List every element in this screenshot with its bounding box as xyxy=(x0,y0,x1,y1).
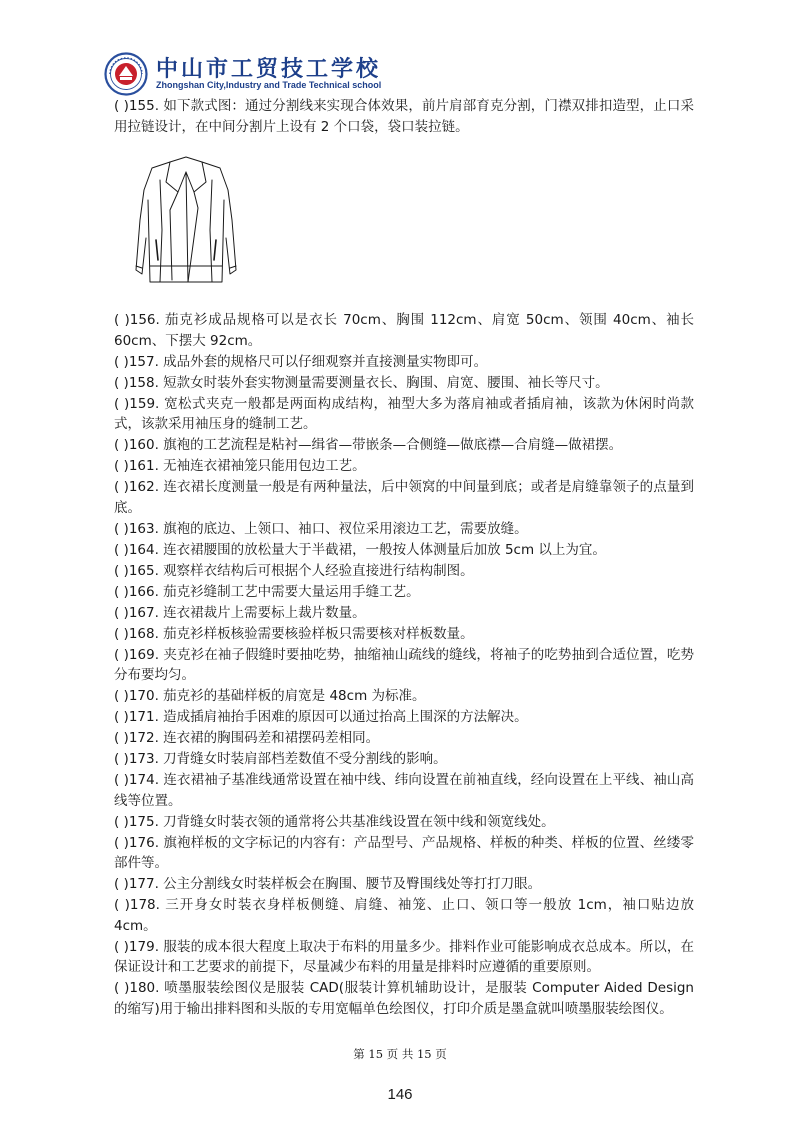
question-164: ( )164. 连衣裙腰围的放松量大于半截裙，一般按人体测量后加放 5cm 以上为宜。 xyxy=(114,541,606,558)
school-name-cn: 中山市工贸技工学校 xyxy=(156,56,382,82)
question-166: ( )166. 茄克衫缝制工艺中需要大量运用手缝工艺。 xyxy=(114,583,420,600)
question-159: ( )159. 宽松式夹克一般都是两面构成结构，袖型大多为落肩袖或者插肩袖，该款为休闲时尚款式，该款采用袖压身的缝制工艺。 xyxy=(114,395,694,432)
question-156: ( )156. 茄克衫成品规格可以是衣长 70cm、胸围 112cm、肩宽 50cm、领围 40cm、袖长 60cm、下摆大 92cm。 xyxy=(114,312,694,349)
question-160: ( )160. 旗袍的工艺流程是粘衬—缉省—带嵌条—合侧缝—做底襟—合肩缝—做裙摆。 xyxy=(114,437,623,453)
question-175: ( )175. 刀背缝女时装衣领的通常将公共基准线设置在领中线和领宽线处。 xyxy=(114,813,555,830)
question-list xyxy=(114,96,694,1020)
question-173: ( )173. 刀背缝女时装肩部档差数值不受分割线的影响。 xyxy=(114,751,447,767)
question-171: ( )171. 造成插肩袖抬手困难的原因可以通过抬高上围深的方法解决。 xyxy=(114,709,528,725)
question-169: ( )169. 夹克衫在袖子假缝时要抽吃势，抽缩袖山疏线的缝线，将袖子的吃势抽到合适位置，吃势分布要均匀。 xyxy=(114,646,694,683)
question-174: ( )174. 连衣裙袖子基准线通常设置在袖中线、纬向设置在前袖直线，经向设置在上平线、袖山高线等位置。 xyxy=(114,772,694,809)
question-179: ( )179. 服装的成本很大程度上取决于布料的用量多少。排料作业可能影响成衣总成本。所以，在保证设计和工艺要求的前提下，尽量减少布料的用量是排料时应遵循的重要原则。 xyxy=(114,938,694,975)
jacket-illustration xyxy=(126,150,246,290)
school-name-en: Zhongshan City,Industry and Trade Technical school xyxy=(156,80,382,90)
question-168: ( )168. 茄克衫样板核验需要核验样板只需要核对样板数量。 xyxy=(114,625,474,642)
question-177: ( )177. 公主分割线女时装样板会在胸围、腰节及臀围线处等打打刀眼。 xyxy=(114,876,542,892)
question-158: ( )158. 短款女时装外套实物测量需要测量衣长、胸围、肩宽、腰围、袖长等尺寸。 xyxy=(114,374,609,391)
question-172: ( )172. 连衣裙的胸围码差和裙摆码差相同。 xyxy=(114,730,380,746)
school-logo-icon xyxy=(104,52,148,96)
question-162: ( )162. 连衣裙长度测量一般是有两种量法，后中领窝的中间量到底；或者是肩缝靠领子的点量到底。 xyxy=(114,479,694,516)
page-number: 146 xyxy=(387,1086,413,1103)
question-170: ( )170. 茄克衫的基础样板的肩宽是 48cm 为标准。 xyxy=(114,688,426,704)
question-165: ( )165. 观察样衣结构后可根据个人经验直接进行结构制图。 xyxy=(114,562,474,579)
question-178: ( )178. 三开身女时装衣身样板侧缝、肩缝、袖笼、止口、领口等一般放 1cm，袖口贴边放 4cm。 xyxy=(114,897,694,934)
school-header xyxy=(104,50,504,100)
question-176: ( )176. 旗袍样板的文字标记的内容有：产品型号、产品规格、样板的种类、样板的位置、丝缕零部件等。 xyxy=(114,834,694,871)
page-info: 第 15 页 共 15 页 xyxy=(353,1047,447,1061)
question-163: ( )163. 旗袍的底边、上领口、袖口、衩位采用滚边工艺，需要放缝。 xyxy=(114,520,528,537)
question-161: ( )161. 无袖连衣裙袖笼只能用包边工艺。 xyxy=(114,458,366,474)
question-167: ( )167. 连衣裙裁片上需要标上裁片数量。 xyxy=(114,604,366,621)
question-155: ( )155. 如下款式图：通过分割线来实现合体效果，前片肩部育克分割，门襟双排扣造型，止口采用拉链设计，在中间分割片上设有 2 个口袋，袋口装拉链。 xyxy=(114,98,694,135)
question-180: ( )180. 喷墨服装绘图仪是服装 CAD(服装计算机辅助设计，是服装 Computer Aided Design 的缩写)用于输出排料图和头版的专用宽幅单色绘图仪，打印介质是墨盒就叫喷墨服装绘图仪。 xyxy=(114,980,694,1017)
question-157: ( )157. 成品外套的规格尺可以仔细观察并直接测量实物即可。 xyxy=(114,353,488,370)
